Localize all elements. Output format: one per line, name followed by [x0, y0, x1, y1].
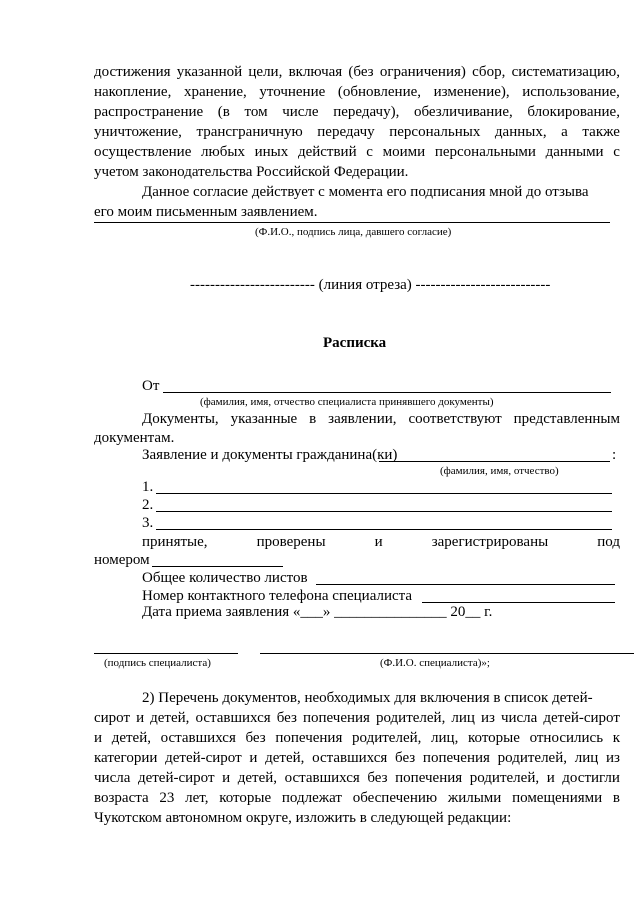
consent-line [94, 143, 620, 162]
word: из [480, 710, 495, 726]
word: которые [219, 790, 272, 806]
word: в [309, 411, 317, 427]
word: сбор, [472, 64, 506, 80]
receipt-date-line: Дата приема заявления «___» _______________ 20__ г. [142, 604, 493, 620]
receipt-number-field [152, 566, 283, 567]
word: иных [254, 144, 289, 160]
word: Документы, [142, 411, 219, 427]
word: к [612, 730, 620, 746]
word: хранение, [183, 84, 247, 100]
word: обезличивание, [413, 104, 513, 120]
word: (в [217, 104, 230, 120]
receipt-item-field [156, 511, 612, 512]
receipt-total-sheets-field [316, 584, 615, 585]
word: детей-сирот [137, 770, 215, 786]
word: которые [468, 730, 520, 746]
word: а [561, 124, 568, 140]
word: без [276, 710, 297, 726]
word: числе [282, 104, 319, 120]
section2-line [94, 789, 620, 808]
word: цели, [248, 64, 283, 80]
word: жилыми [447, 790, 502, 806]
word: и [222, 770, 231, 786]
section2-line [94, 749, 620, 768]
word: родителей, [375, 710, 446, 726]
word: попечения [302, 710, 370, 726]
receipt-documents-line [142, 410, 620, 429]
word: числа [500, 710, 538, 726]
consent-signature-caption: (Ф.И.О., подпись лица, давшего согласие) [255, 226, 452, 238]
word: осуществление [94, 144, 192, 160]
word: блокирование, [527, 104, 620, 120]
word: принятые, [142, 534, 208, 550]
word: соответствуют [408, 411, 502, 427]
receipt-application-colon: : [612, 447, 617, 463]
word: и [374, 534, 383, 550]
receipt-number-label: номером [94, 552, 150, 568]
word: лиц, [431, 730, 459, 746]
word: числа [94, 770, 131, 786]
word: персональных [389, 124, 481, 140]
section2-line [94, 769, 620, 788]
consent-validity-line: его моим письменным заявлением. [94, 204, 318, 220]
word: зарегистрированы [431, 534, 549, 550]
consent-signature-line [94, 222, 610, 223]
word: (без [348, 64, 374, 80]
word: из [605, 750, 620, 766]
word: родителей, [352, 730, 422, 746]
word: оставшихся [160, 730, 236, 746]
receipt-item-field [156, 529, 612, 530]
section2-line [94, 729, 620, 748]
receipt-item-field [156, 493, 612, 494]
receipt-documents-line: документам. [94, 430, 175, 446]
word: и [546, 770, 555, 786]
word: (обновление, [337, 84, 422, 100]
word: передачу), [333, 104, 400, 120]
word: и [136, 710, 145, 726]
receipt-from-caption: (фамилия, имя, отчество специалиста принявшего документы) [200, 396, 494, 408]
word: без [367, 770, 388, 786]
word: родителей, [497, 750, 567, 766]
word: относились [529, 730, 604, 746]
word: детей, [111, 730, 151, 746]
receipt-specialist-name-field [260, 653, 634, 654]
word: без [245, 730, 266, 746]
word: категории [94, 750, 158, 766]
word: данных, [494, 124, 547, 140]
word: помещениями [512, 790, 603, 806]
word: обеспечению [352, 790, 438, 806]
word: проверены [256, 534, 326, 550]
word: указанные [230, 411, 298, 427]
receipt-signature-caption: (подпись специалиста) [104, 657, 211, 669]
consent-line [94, 63, 620, 82]
word: и [94, 730, 103, 746]
word: трансграничную [196, 124, 303, 140]
receipt-name-caption: (Ф.И.О. специалиста)»; [380, 657, 490, 669]
receipt-total-sheets-label: Общее количество листов [142, 570, 308, 586]
word: под [597, 534, 620, 550]
section2-last-line: Чукотском автономном округе, изложить в следующей редакции: [94, 810, 512, 826]
word: ограничения) [379, 64, 466, 80]
word: с [613, 144, 620, 160]
word: данными [545, 144, 604, 160]
word: систематизацию, [511, 64, 620, 80]
consent-last-line: учетом законодательства Российской Федерации. [94, 164, 409, 180]
cut-line: ------------------------- (линия отреза) --------------------------- [190, 277, 551, 293]
word: в [612, 790, 620, 806]
word: 23 [159, 790, 175, 806]
word: лет, [185, 790, 209, 806]
word: заявлении, [328, 411, 397, 427]
receipt-from-field [163, 392, 611, 393]
word: детей, [237, 770, 277, 786]
receipt-accepted-line [142, 533, 620, 552]
word: любых [201, 144, 245, 160]
word: достижения [94, 64, 171, 80]
word: подлежат [281, 790, 342, 806]
word: попечения [275, 730, 343, 746]
word: детей, [150, 710, 190, 726]
word: достигли [562, 770, 620, 786]
word: представленным [513, 411, 620, 427]
section2-line [94, 709, 620, 728]
receipt-application-caption: (фамилия, имя, отчество) [440, 465, 559, 477]
word: без [395, 750, 416, 766]
word: использование, [522, 84, 620, 100]
consent-line [94, 83, 620, 102]
receipt-item-number: 3. [142, 515, 154, 531]
consent-line [94, 103, 620, 122]
receipt-item-number: 1. [142, 479, 154, 495]
word: действий [297, 144, 357, 160]
word: изменение), [433, 84, 510, 100]
word: детей-сирот [543, 710, 620, 726]
receipt-from-label: От [142, 378, 160, 394]
word: уничтожение, [94, 124, 182, 140]
word: попечения [422, 750, 490, 766]
receipt-application-field [379, 461, 610, 462]
word: уточнение [259, 84, 326, 100]
word: возраста [94, 790, 149, 806]
word: попечения [395, 770, 463, 786]
word: накопление, [94, 84, 172, 100]
word: и [249, 750, 258, 766]
receipt-application-label: Заявление и документы гражданина(ки) [142, 447, 398, 463]
word: также [582, 124, 620, 140]
consent-validity-line: Данное согласие действует с момента его подписания мной до отзыва [142, 184, 589, 200]
word: детей-сирот [165, 750, 242, 766]
word: моими [382, 144, 426, 160]
word: лиц [451, 710, 475, 726]
word: детей, [265, 750, 305, 766]
receipt-phone-label: Номер контактного телефона специалиста [142, 588, 413, 604]
word: том [244, 104, 268, 120]
word: оставшихся [312, 750, 388, 766]
word: персональными [434, 144, 536, 160]
section2-first-line: 2) Перечень документов, необходимых для включения в список детей- [142, 690, 593, 706]
word: передачу [317, 124, 375, 140]
consent-line [94, 123, 620, 142]
word: распространение [94, 104, 204, 120]
word: включая [288, 64, 343, 80]
word: лиц [574, 750, 599, 766]
receipt-specialist-signature-field [94, 653, 238, 654]
word: сирот [94, 710, 131, 726]
word: родителей, [469, 770, 540, 786]
word: оставшихся [195, 710, 271, 726]
receipt-title: Расписка [323, 335, 387, 351]
word: оставшихся [284, 770, 360, 786]
receipt-item-number: 2. [142, 497, 154, 513]
word: указанной [176, 64, 243, 80]
word: с [366, 144, 373, 160]
